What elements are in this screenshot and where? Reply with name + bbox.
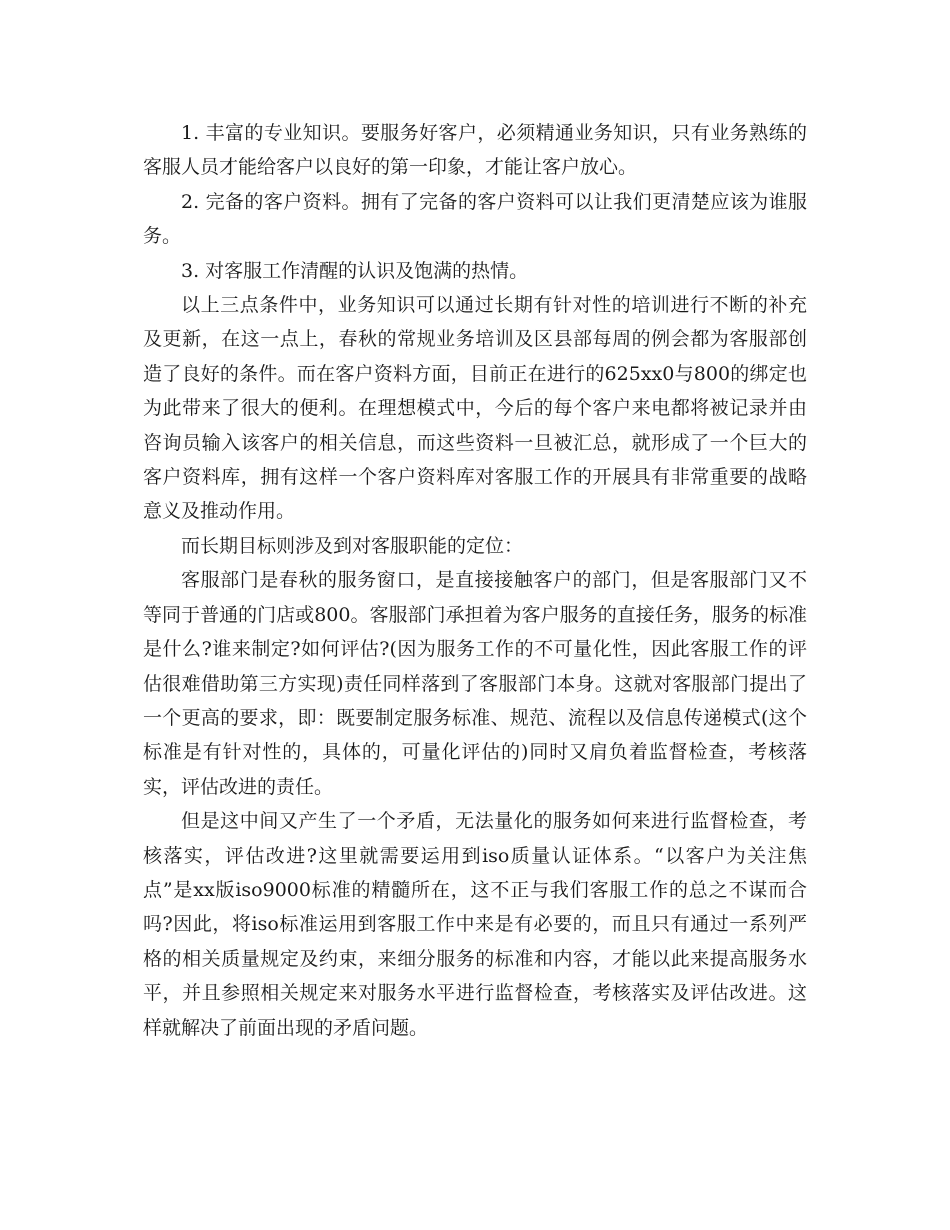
paragraph-6: 客服部门是春秋的服务窗口，是直接接触客户的部门，但是客服部门又不等同于普通的门店或800。客服部门承担着为客户服务的直接任务，服务的标准是什么?谁来制定?如何评估?(因为服务工作的不可量化性，因此客服工作的评估很难借助第三方实现)责任同样落到了客服部门本身。这就对客服部门提出了一个更高的要求，即：既要制定服务标准、规范、流程以及信息传递模式(这个标准是有针对性的，具体的，可量化评估的)同时又肩负着监督检查，考核落实，评估改进的责任。 bbox=[143, 569, 807, 798]
paragraph-3: 3. 对客服工作清醒的认识及饱满的热情。 bbox=[181, 259, 529, 282]
paragraph-7: 但是这中间又产生了一个矛盾，无法量化的服务如何来进行监督检查，考核落实，评估改进?这里就需要运用到iso质量认证体系。“以客户为关注焦点”是xx版iso9000标准的精髓所在，这不正与我们客服工作的总之不谋而合吗?因此，将iso标准运用到客服工作中来是有必要的，而且只有通过一系列严格的相关质量规定及约束，来细分服务的标准和内容，才能以此来提高服务水平，并且参照相关规定来对服务水平进行监督检查，考核落实及评估改进。这样就解决了前面出现的矛盾问题。 bbox=[143, 810, 807, 1039]
document-body bbox=[143, 116, 807, 1045]
paragraph-5: 而长期目标则涉及到对客服职能的定位： bbox=[181, 534, 524, 557]
paragraph-1: 1. 丰富的专业知识。要服务好客户，必须精通业务知识，只有业务熟练的客服人员才能给客户以良好的第一印象，才能让客户放心。 bbox=[143, 122, 807, 179]
paragraph-4: 以上三点条件中，业务知识可以通过长期有针对性的培训进行不断的补充及更新，在这一点上，春秋的常规业务培训及区县部每周的例会都为客服部创造了良好的条件。而在客户资料方面，目前正在进行的625xx0与800的绑定也为此带来了很大的便利。在理想模式中，今后的每个客户来电都将被记录并由咨询员输入该客户的相关信息，而这些资料一旦被汇总，就形成了一个巨大的客户资料库，拥有这样一个客户资料库对客服工作的开展具有非常重要的战略意义及推动作用。 bbox=[143, 294, 807, 523]
paragraph-2: 2. 完备的客户资料。拥有了完备的客户资料可以让我们更清楚应该为谁服务。 bbox=[143, 190, 807, 248]
